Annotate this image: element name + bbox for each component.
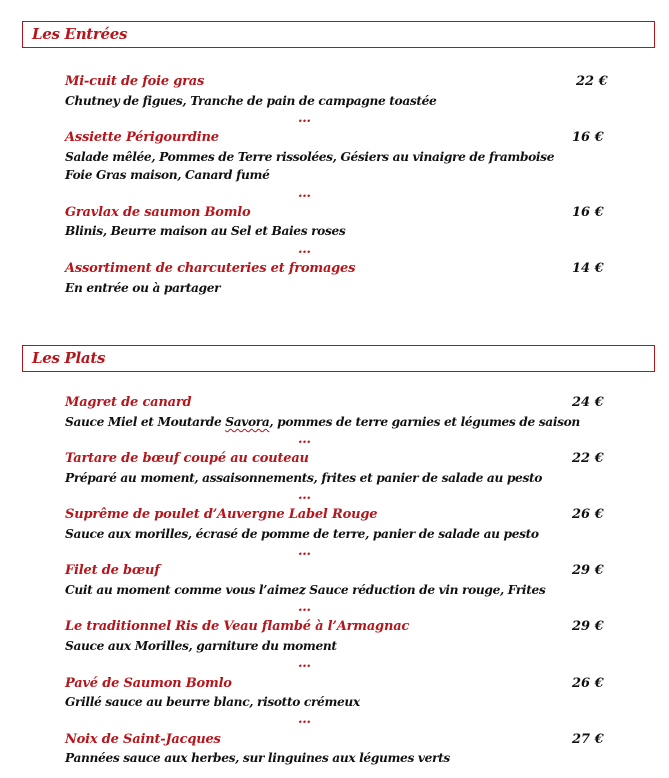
dish-description bbox=[65, 415, 580, 429]
dish-description: Grillé sauce au beurre blanc, risotto crémeux bbox=[65, 695, 360, 709]
dish-price: 29 € bbox=[572, 619, 604, 634]
plats-header-box bbox=[22, 345, 655, 372]
separator-dots-text: … bbox=[298, 712, 312, 727]
dish-description-part: , pommes de terre garnies et légumes de saison bbox=[269, 415, 580, 429]
dish-description-line2: Foie Gras maison, Canard fumé bbox=[65, 168, 270, 182]
dish-description: Salade mêlée, Pommes de Terre rissolées, Gésiers au vinaigre de framboise bbox=[65, 150, 555, 164]
dish-name: Suprême de poulet d’Auvergne Label Rouge bbox=[65, 507, 378, 522]
dish-name: Assortiment de charcuteries et fromages bbox=[65, 261, 356, 276]
separator-dots-text: … bbox=[298, 242, 312, 257]
dish-price: 16 € bbox=[572, 130, 604, 145]
dish-name: Tartare de bœuf coupé au couteau bbox=[65, 451, 309, 466]
entrees-section-title: Les Entrées bbox=[32, 25, 128, 43]
dish-description: Pannées sauce aux herbes, sur linguines aux légumes verts bbox=[65, 751, 450, 765]
dish-name: Le traditionnel Ris de Veau flambé à l’Armagnac bbox=[65, 619, 410, 634]
dish-price: 27 € bbox=[572, 732, 604, 747]
dish-description: Sauce aux Morilles, garniture du moment bbox=[65, 639, 337, 653]
dish-name: Magret de canard bbox=[65, 395, 192, 410]
dish-description: Chutney de figues, Tranche de pain de campagne toastée bbox=[65, 94, 437, 108]
separator-dots-text: … bbox=[298, 656, 312, 671]
separator-dots-text: … bbox=[298, 600, 312, 615]
dish-description: Préparé au moment, assaisonnements, frites et panier de salade au pesto bbox=[65, 471, 543, 485]
plats-section-title: Les Plats bbox=[32, 349, 106, 367]
spellcheck-word: Savora bbox=[225, 415, 270, 429]
separator-dots-text: … bbox=[298, 544, 312, 559]
dish-name: Mi-cuit de foie gras bbox=[65, 74, 205, 89]
dish-price: 22 € bbox=[576, 74, 608, 89]
dish-price: 22 € bbox=[572, 451, 604, 466]
dish-price: 26 € bbox=[572, 676, 604, 691]
separator-dots-text: … bbox=[298, 488, 312, 503]
dish-description: Cuit au moment comme vous l’aimez Sauce réduction de vin rouge, Frites bbox=[65, 583, 546, 597]
dish-name: Filet de bœuf bbox=[65, 563, 160, 578]
dish-description: Sauce aux morilles, écrasé de pomme de terre, panier de salade au pesto bbox=[65, 527, 539, 541]
dish-description: Blinis, Beurre maison au Sel et Baies roses bbox=[65, 224, 346, 238]
dish-description-part: Sauce Miel et Moutarde bbox=[65, 415, 226, 429]
dish-name: Assiette Périgourdine bbox=[65, 130, 219, 145]
dish-name: Pavé de Saumon Bomlo bbox=[65, 676, 232, 691]
dish-name: Noix de Saint-Jacques bbox=[65, 732, 221, 747]
dish-price: 26 € bbox=[572, 507, 604, 522]
dish-price: 14 € bbox=[572, 261, 604, 276]
dish-price: 24 € bbox=[572, 395, 604, 410]
dish-price: 16 € bbox=[572, 205, 604, 220]
separator-dots-text: … bbox=[298, 186, 312, 201]
entrees-header-box bbox=[22, 21, 655, 48]
dish-price: 29 € bbox=[572, 563, 604, 578]
separator-dots-text: … bbox=[298, 111, 312, 126]
dish-name: Gravlax de saumon Bomlo bbox=[65, 205, 251, 220]
dish-description: En entrée ou à partager bbox=[65, 281, 221, 295]
separator-dots-text: … bbox=[298, 432, 312, 447]
